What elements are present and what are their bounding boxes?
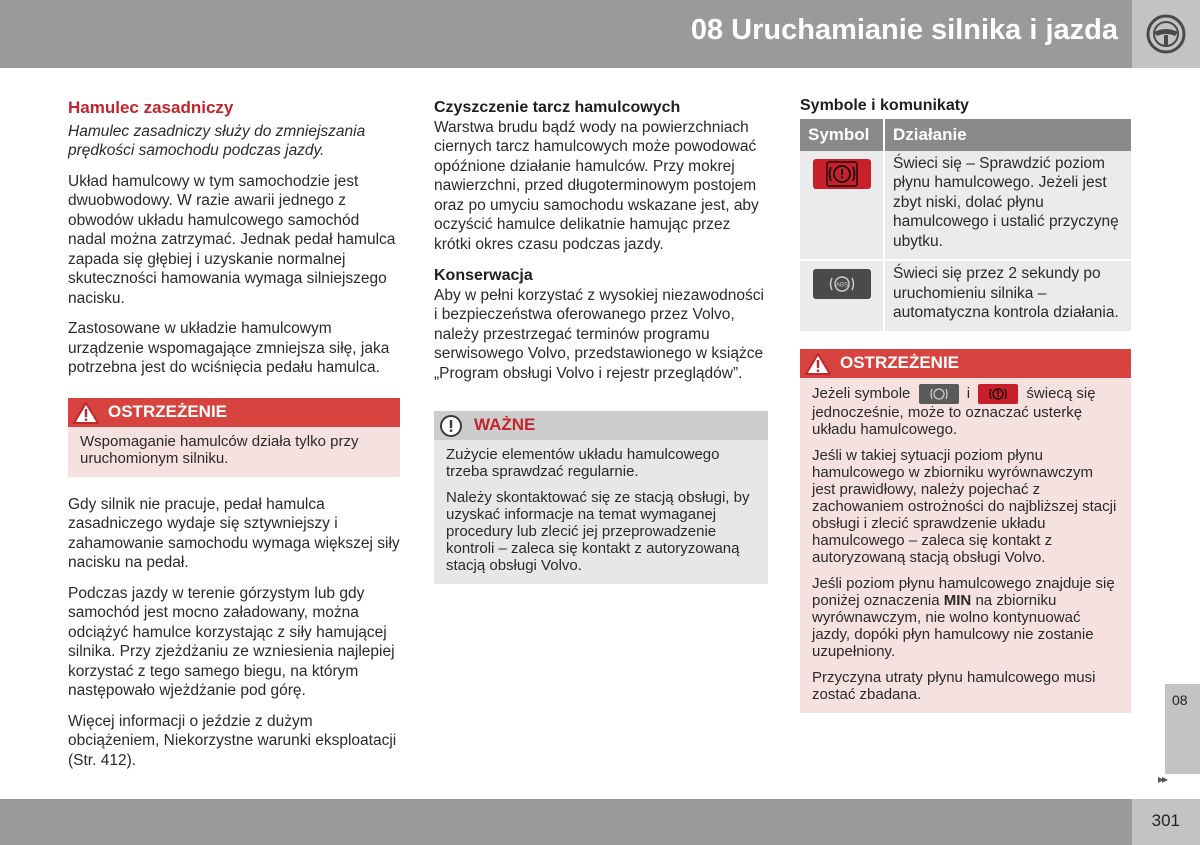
- warning-label: OSTRZEŻENIE: [108, 401, 228, 421]
- paragraph: Gdy silnik nie pracuje, pedał hamulca zasadniczego wydaje się sztywniejszy i zahamowanie samochodu wymaga większej siły nacisku na pedał.: [68, 495, 400, 571]
- warning-text-part: Jeśli poziom płynu hamulcowego znajduje się poniżej oznaczenia: [812, 574, 1115, 609]
- table-row: [800, 260, 1131, 331]
- brake-warning-icon: [978, 384, 1018, 404]
- exclamation-circle-icon: [438, 414, 464, 438]
- warning-text: [812, 575, 1119, 660]
- warning-header: [68, 398, 400, 427]
- important-label: WAŻNE: [474, 415, 536, 434]
- warning-text: Jeśli w takiej sytuacji poziom płynu hamulcowego w zbiorniku wyrównawczym jest prawidłowy, należy pojechać z zachowaniem ostrożności do najbliższej stacji obsługi i zlecić sprawdzenie układu hamulcowego – zaleca się kontakt z autoryzowaną stacją obsługi Volvo.: [812, 446, 1117, 566]
- chapter-icon-box: [1132, 0, 1200, 68]
- abs-icon: [919, 384, 959, 404]
- paragraph: Warstwa brudu bądź wody na powierzchniach ciernych tarcz hamulcowych może powodować opóźnione działanie hamulców. Przy mokrej nawierzchni, przed długoterminowym postojem oraz po umyciu samochodu wskazane jest, aby oczyścić hamulce delikatnie hamując przez krótki okres czasu podczas jazdy.: [434, 118, 759, 253]
- important-box: [434, 411, 768, 584]
- page-number: 301: [1151, 811, 1180, 830]
- column-right: [800, 96, 1131, 713]
- section-title: Hamulec zasadniczy: [68, 98, 234, 117]
- page-footer: [0, 799, 1200, 845]
- section-lead: Hamulec zasadniczy służy do zmniejszania prędkości samochodu podczas jazdy.: [68, 122, 366, 159]
- important-text: Należy skontaktować się ze stacją obsługi, by uzyskać informacje na temat wymaganej procedury lub zlecić jej przeprowadzenie kontroli – zaleca się kontakt z autoryzowaną stacją obsługi Volvo.: [446, 489, 750, 574]
- warning-label: OSTRZEŻENIE: [840, 352, 960, 372]
- page-number-box: [1132, 799, 1200, 845]
- warning-triangle-icon: [804, 352, 832, 376]
- important-text: Zużycie elementów układu hamulcowego trzeba sprawdzać regularnie.: [446, 446, 720, 480]
- paragraph: Układ hamulcowy w tym samochodzie jest dwuobwodowy. W razie awarii jednego z obwodów układu hamulcowego samochód nadal można zatrzymać. Jednak pedał hamulca zapada się głębiej i uzyskanie normalnej skuteczności hamowania wymaga silniejszego nacisku.: [68, 172, 396, 307]
- table-header-symbol: Symbol: [800, 119, 884, 151]
- action-cell: Świeci się – Sprawdzić poziom płynu hamulcowego. Jeżeli jest zbyt niski, dolać płynu hamulcowego i ustalić przyczynę ubytku.: [884, 151, 1131, 261]
- symbol-cell: [800, 260, 884, 331]
- steering-wheel-icon: [1145, 13, 1187, 55]
- warning-text-part: na zbiorniku wyrównawczym, nie wolno kontynuować jazdy, dopóki płyn hamulcowy nie zostanie uzupełniony.: [812, 591, 1094, 660]
- symbol-cell: [800, 151, 884, 261]
- warning-text: Wspomaganie hamulców działa tylko przy uruchomionym silniku.: [80, 432, 359, 467]
- subheading: Czyszczenie tarcz hamulcowych: [434, 99, 681, 116]
- warning-text-part: świecą się jednocześnie, może to oznaczać usterkę układu hamulcowego.: [812, 384, 1096, 438]
- important-body: [434, 440, 768, 584]
- column-left: [68, 96, 400, 770]
- page-header: [0, 0, 1200, 68]
- table-header-row: [800, 119, 1131, 151]
- warning-box: [800, 349, 1131, 713]
- warning-text-part: i: [966, 384, 971, 402]
- important-header: [434, 411, 768, 440]
- min-mark: MIN: [943, 591, 972, 609]
- paragraph: Więcej informacji o jeździe z dużym obciążeniem, Niekorzystne warunki eksploatacji (Str. 412).: [68, 712, 397, 769]
- warning-body: [800, 378, 1131, 713]
- warning-box: [68, 398, 400, 477]
- continue-arrows-icon: ▸▸: [1158, 772, 1167, 786]
- paragraph: Aby w pełni korzystać z wysokiej niezawodności i bezpieczeństwa oferowanego przez Volvo, należy przestrzegać terminów programu serwisowego Volvo, przedstawionego w książce „Program obsługi Volvo i rejestr przeglądów”.: [434, 286, 764, 382]
- warning-body: [68, 427, 400, 477]
- column-middle: [434, 96, 768, 584]
- warning-text-part: Jeżeli symbole: [812, 384, 911, 402]
- warning-text: Przyczyna utraty płynu hamulcowego musi zostać zbadana.: [812, 668, 1096, 703]
- paragraph: Podczas jazdy w terenie górzystym lub gdy samochód jest mocno załadowany, można odciążyć hamulce korzystając z siły hamującej silnika. Przy zjeżdżaniu ze wzniesienia najlepiej korzystać z tego samego biegu, na którym następowało wjeżdżanie pod górę.: [68, 584, 395, 699]
- chapter-number: 08: [1172, 692, 1188, 708]
- abs-icon: [813, 269, 871, 299]
- svg-text:ABS: ABS: [835, 282, 848, 289]
- subheading: Symbole i komunikaty: [800, 97, 969, 114]
- warning-header: [800, 349, 1131, 378]
- symbols-table: [800, 119, 1131, 331]
- table-row: [800, 151, 1131, 261]
- chapter-title: 08 Uruchamianie silnika i jazda: [690, 14, 1118, 46]
- action-cell: Świeci się przez 2 sekundy po uruchomieniu silnika – automatyczna kontrola działania.: [884, 260, 1131, 331]
- warning-triangle-icon: [72, 401, 100, 425]
- warning-text: [812, 384, 1119, 438]
- chapter-side-tab: [1165, 684, 1200, 774]
- table-header-action: Działanie: [884, 119, 1131, 151]
- paragraph: Zastosowane w układzie hamulcowym urządzenie wspomagające zmniejsza siłę, jaka potrzebna jest do wciśnięcia pedału hamulca.: [68, 320, 390, 376]
- brake-warning-icon: [813, 159, 871, 189]
- subheading: Konserwacja: [434, 267, 533, 284]
